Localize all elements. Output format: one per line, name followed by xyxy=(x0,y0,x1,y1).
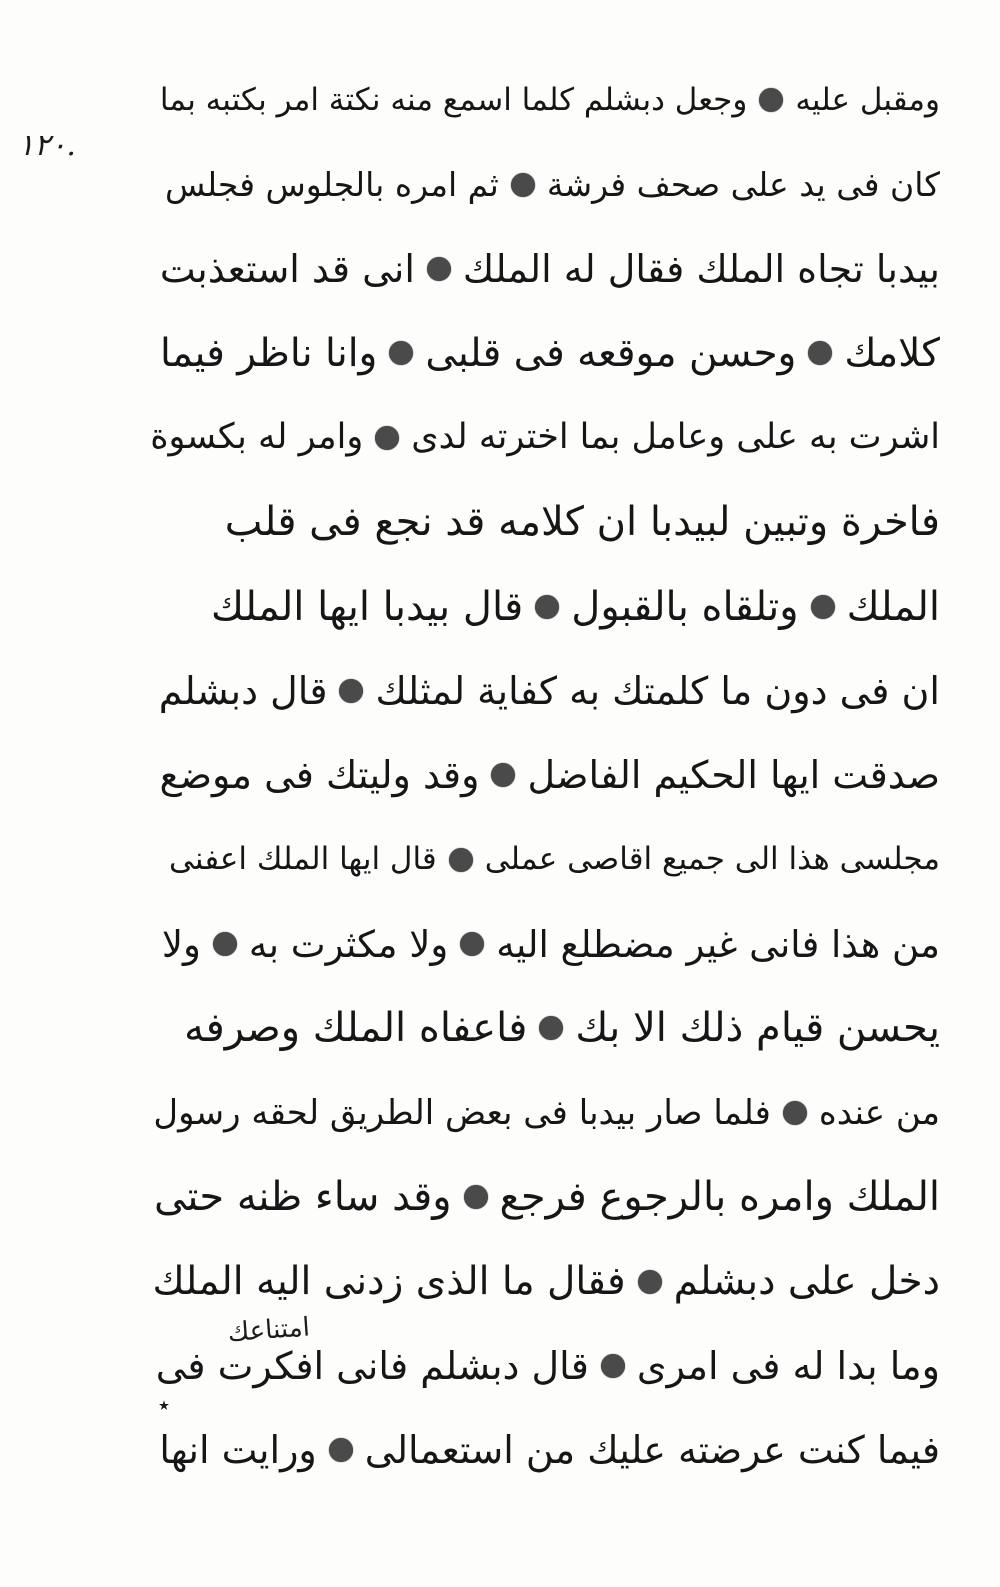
manuscript-text xyxy=(150,58,940,1493)
section-dot-icon xyxy=(638,1270,662,1294)
section-dot-icon xyxy=(539,1016,563,1040)
section-dot-icon xyxy=(389,341,413,365)
text-segment: من هذا فانى غير مضطلع اليه xyxy=(496,922,940,966)
section-dot-icon xyxy=(511,173,535,197)
text-segment: ان فى دون ما كلمتك به كفاية لمثلك xyxy=(375,668,940,713)
text-segment: وحسن موقعه فى قلبى xyxy=(425,330,797,376)
text-line xyxy=(150,986,940,1070)
margin-note-mark: ٭ xyxy=(158,1393,170,1418)
section-dot-icon xyxy=(329,1438,353,1462)
text-segment: فيما كنت عرضته عليك من استعمالى xyxy=(364,1428,940,1473)
text-segment: كان فى يد على صحف فرشة xyxy=(546,165,940,205)
text-segment: وقد ساء ظنه حتى xyxy=(153,1174,452,1221)
text-line xyxy=(150,902,940,986)
text-segment: بيدبا تجاه الملك فقال له الملك xyxy=(462,246,940,291)
text-segment: ولا xyxy=(161,922,201,966)
text-segment: وما بدا له فى امرى xyxy=(636,1344,940,1389)
section-dot-icon xyxy=(601,1354,625,1378)
section-dot-icon xyxy=(535,595,559,619)
text-segment: قال دبشلم xyxy=(158,668,328,713)
text-segment: صدقت ايها الحكيم الفاضل xyxy=(527,753,940,798)
section-dot-icon xyxy=(213,932,237,956)
text-line xyxy=(150,1155,940,1239)
section-dot-icon xyxy=(449,848,473,872)
text-line xyxy=(150,1408,940,1492)
margin-note-insertion: امتناعك xyxy=(226,1312,311,1349)
text-line xyxy=(150,142,940,226)
text-line xyxy=(150,649,940,733)
text-segment: فاعفاه الملك وصرفه xyxy=(184,1005,528,1052)
text-line xyxy=(150,818,940,902)
text-segment: مجلسى هذا الى جميع اقاصى عملى xyxy=(484,841,940,878)
text-segment: فلما صار بيدبا فى بعض الطريق لحقه رسول xyxy=(153,1092,771,1133)
text-segment: وتلقاه بالقبول xyxy=(571,583,799,630)
text-segment: فقال ما الذى زدنى اليه الملك xyxy=(152,1259,626,1305)
section-dot-icon xyxy=(427,257,451,281)
text-line xyxy=(150,1239,940,1323)
text-segment: اشرت به على وعامل بما اخترته لدى xyxy=(411,417,940,458)
folio-number: ۱۲۰. xyxy=(18,128,76,163)
text-line xyxy=(150,227,940,311)
text-segment: ثم امره بالجلوس فجلس xyxy=(164,165,499,205)
section-dot-icon xyxy=(783,1101,807,1125)
text-segment: وجعل دبشلم كلما اسمع منه نكتة امر بكتبه بما xyxy=(159,81,748,118)
text-line xyxy=(150,58,940,142)
text-segment: فاخرة وتبين لبيدبا ان كلامه قد نجع فى قلب xyxy=(224,499,940,546)
section-dot-icon xyxy=(811,595,835,619)
text-segment: قال ايها الملك اعفنى xyxy=(169,841,437,878)
section-dot-icon xyxy=(759,88,783,112)
section-dot-icon xyxy=(491,763,515,787)
section-dot-icon xyxy=(375,426,399,450)
text-line xyxy=(150,396,940,480)
text-segment: ورايت انها xyxy=(159,1428,317,1473)
section-dot-icon xyxy=(464,1185,488,1209)
text-segment: ومقبل عليه xyxy=(795,81,940,118)
text-line xyxy=(150,564,940,648)
text-line xyxy=(150,733,940,817)
text-segment: انى قد استعذبت xyxy=(159,246,415,291)
section-dot-icon xyxy=(460,932,484,956)
text-segment: الملك xyxy=(846,583,940,630)
text-segment: قال دبشلم فانى افكرت فى xyxy=(155,1344,589,1389)
text-segment: وانا ناظر فيما xyxy=(160,330,378,376)
text-line xyxy=(150,1071,940,1155)
text-segment: دخل على دبشلم xyxy=(673,1259,940,1305)
section-dot-icon xyxy=(808,341,832,365)
text-segment: كلامك xyxy=(844,330,940,376)
text-segment: قال بيدبا ايها الملك xyxy=(210,583,524,630)
text-segment: ولا مكثرت به xyxy=(248,922,449,966)
section-dot-icon xyxy=(339,679,363,703)
text-segment: الملك وامره بالرجوع فرجع xyxy=(499,1174,940,1221)
text-segment: من عنده xyxy=(818,1092,940,1133)
text-line xyxy=(150,480,940,564)
text-line xyxy=(150,311,940,395)
text-segment: يحسن قيام ذلك الا بك xyxy=(575,1005,940,1052)
text-segment: وقد وليتك فى موضع xyxy=(159,753,480,798)
text-segment: وامر له بكسوة xyxy=(150,417,364,458)
